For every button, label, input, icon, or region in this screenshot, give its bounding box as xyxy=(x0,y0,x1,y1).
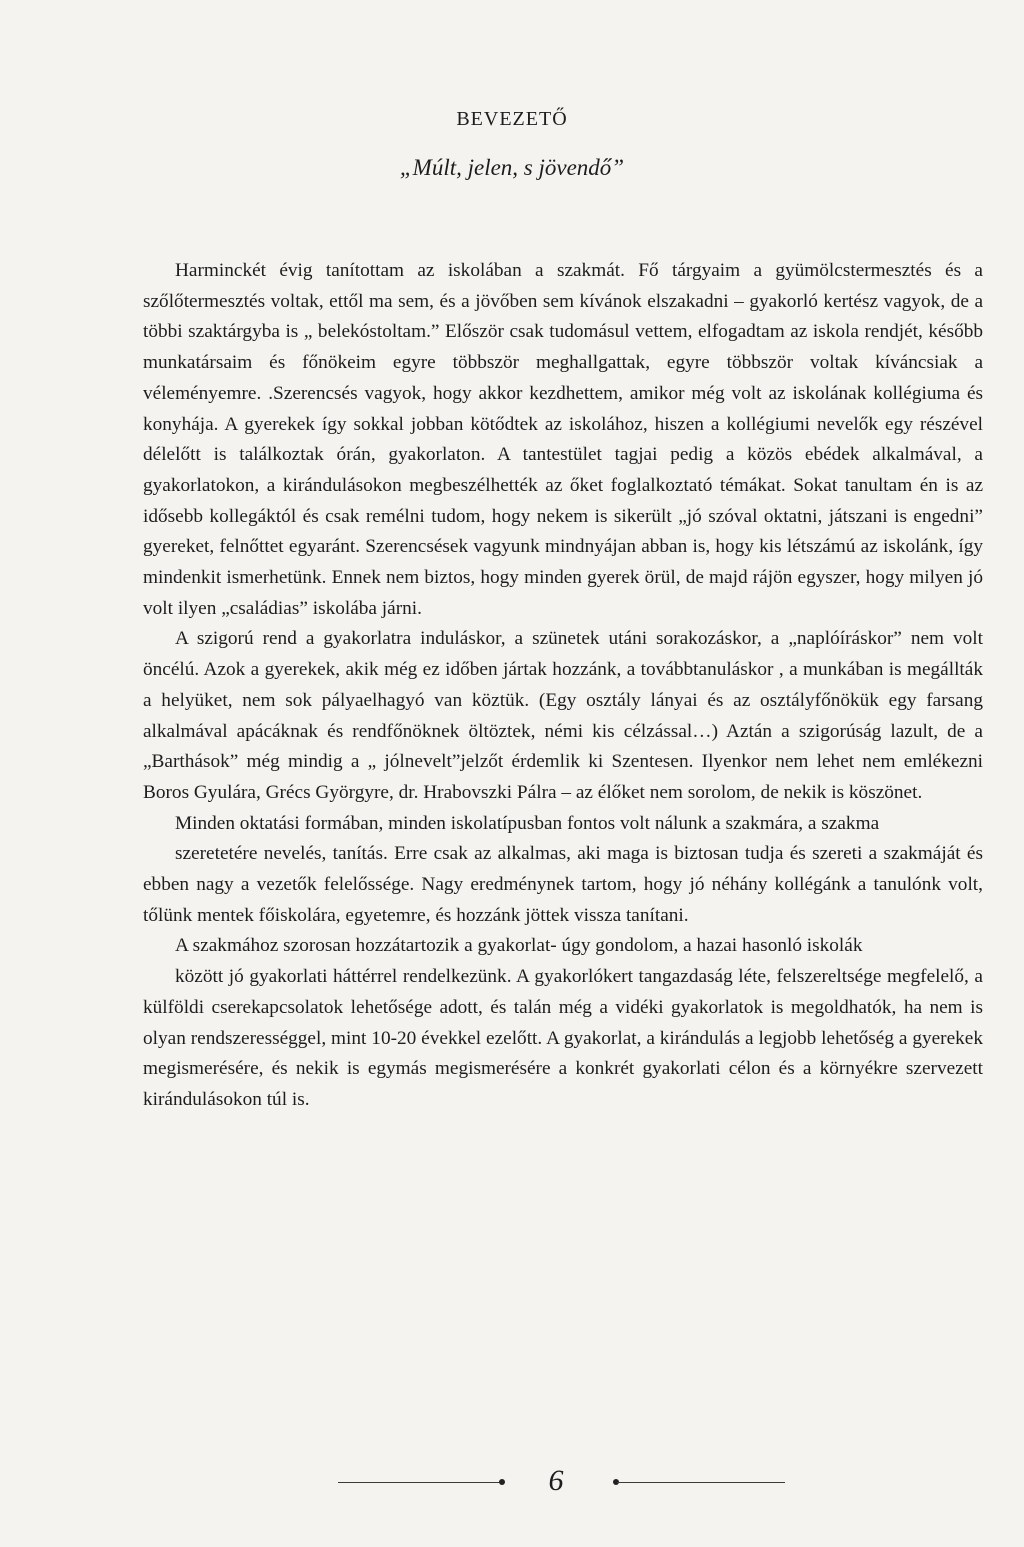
paragraph: A szakmához szorosan hozzátartozik a gyakorlat- úgy gondolom, a hazai hasonló iskolák xyxy=(175,935,863,957)
footer-rule-right xyxy=(617,1482,785,1483)
paragraph: Harminckét évig tanítottam az iskolában a szakmát. Fő tárgyaim a gyümölcstermesztés és a szőlőtermesztés voltak, ettől ma sem, és a jövőben sem kívánok elszakadni – gyakorló kertész vagyok, de a többi szaktárgyba is „ belekóstoltam.” Először csak tudomásul vettem, elfogadtam az iskola rendjét, később munkatársaim és főnökeim egyre többször meghallgattak, egyre többször voltak kíváncsiak a véleményemre. .Szerencsés vagyok, hogy akkor kezdhettem, amikor még volt az iskolának kollégiuma és konyhája. A gyerekek így sokkal jobban kötődtek az iskolához, hiszen a kollégiumi nevelők egy részével délelőtt is találkoztak órán, gyakorlaton. A tantestület tagjai pedig a közös ebédek alkalmával, a gyakorlatokon, a kirándulásokon megbeszélhették az őket foglalkoztató témákat. Sokat tanultam én is az idősebb kollegáktól és csak remélni tudom, hogy nekem is sikerült „jó szóval oktatni, játszani is engedni” gyereket, felnőttet egyaránt. Szerencsések vagyunk mindnyájan abban is, hogy kis létszámú az iskolánk, így mindenkit ismerhetünk. Ennek nem biztos, hogy minden gyerek örül, de majd rájön egyszer, hogy milyen jó volt ilyen „családias” iskolába járni. xyxy=(143,260,983,619)
paragraph: szeretetére nevelés, tanítás. Erre csak az alkalmas, aki maga is biztosan tudja és szereti a szakmáját és ebben nagy a vezetők felelőssége. Nagy eredménynek tartom, hogy jó néhány kollégánk a tanulónk volt, tőlünk mentek főiskolára, egyetemre, és hozzánk jöttek vissza tanítani. xyxy=(143,843,983,926)
paragraph: között jó gyakorlati háttérrel rendelkezünk. A gyakorlókert tangazdaság léte, felszereltsége megfelelő, a külföldi cserekapcsolatok lehetősége adott, és talán még a vidéki gyakorlatok is megoldhatók, ha nem is olyan rendszerességgel, mint 10-20 évekkel ezelőtt. A gyakorlat, a kirándulás a legjobb lehetőség a gyerekek megismerésére, és nekik is egymás megismerésére a konkrét gyakorlati célon és a környékre szervezett kirándulásokon túl is. xyxy=(143,966,983,1110)
page-footer xyxy=(0,1460,1024,1500)
motto: „Múlt, jelen, s jövendő” xyxy=(399,155,625,180)
page-number: 6 xyxy=(548,1464,564,1497)
paragraph: A szigorú rend a gyakorlatra induláskor, a szünetek utáni sorakozáskor, a „naplóíráskor” nem volt öncélú. Azok a gyerekek, akik még ez időben jártak hozzánk, a továbbtanuláskor , a munkában is megállták a helyüket, nem sok pályaelhagyó van köztük. (Egy osztály lányai és az osztályfőnökük egy farsang alkalmával apácáknak és rendfőnöknek öltöztek, némi kis célzással…) Aztán a szigorúság lazult, de a „Barthások” még mindig a „ jólnevelt”jelzőt érdemlik ki Szentesen. Ilyenkor nem lehet nem emlékezni Boros Gyulára, Grécs Györgyre, dr. Hrabovszki Pálra – az élőket nem sorolom, de nekik is köszönet. xyxy=(143,628,983,803)
paragraph: Minden oktatási formában, minden iskolatípusban fontos volt nálunk a szakmára, a szakma xyxy=(175,812,880,834)
body-text xyxy=(143,256,983,1116)
page-heading: BEVEZETŐ xyxy=(456,108,568,130)
